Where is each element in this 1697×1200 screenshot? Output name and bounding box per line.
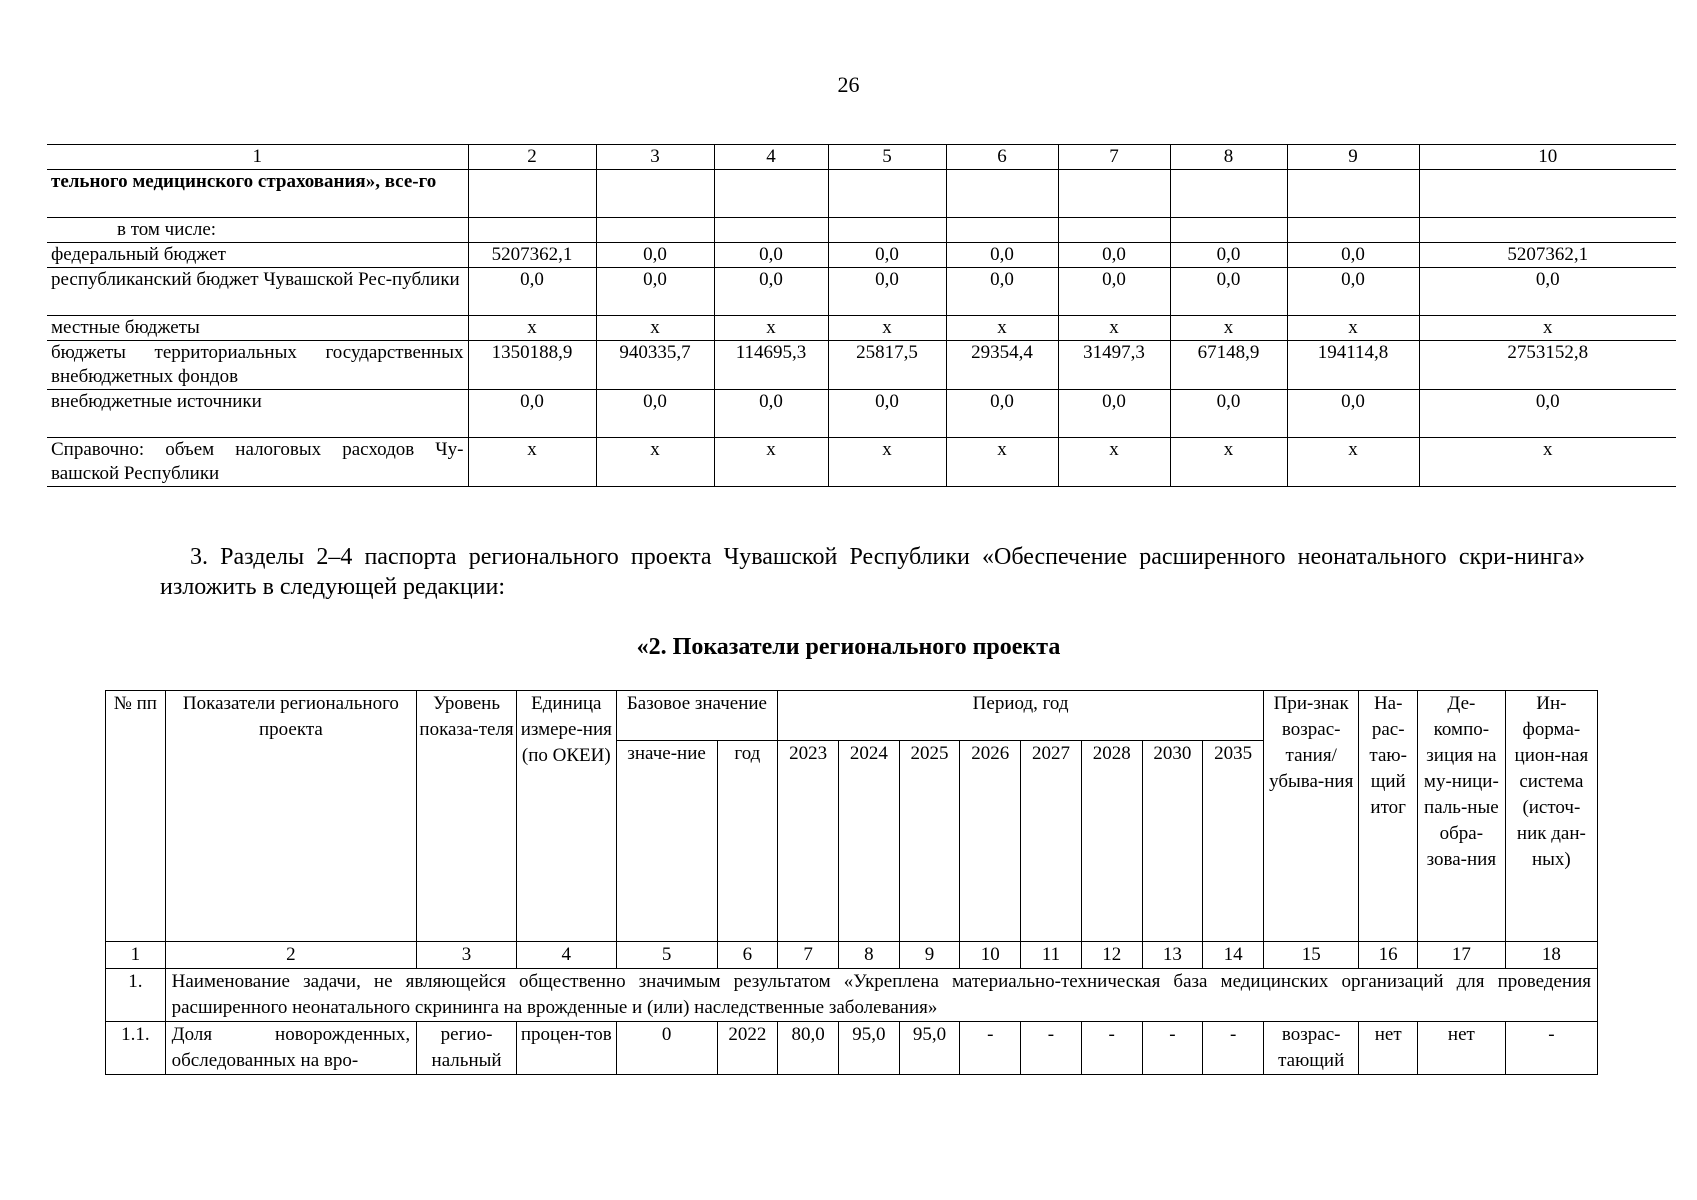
- row-value: 31497,3: [1058, 341, 1170, 390]
- row-value: [1287, 170, 1419, 218]
- indicator-year-value: -: [1142, 1022, 1203, 1075]
- row-value: х: [946, 438, 1058, 487]
- header-cumulative: На-рас-таю-щий итог: [1359, 691, 1418, 942]
- row-value: 0,0: [828, 390, 946, 438]
- table-row: [47, 316, 1676, 341]
- column-number: 5: [616, 942, 717, 969]
- amendment-paragraph: 3. Разделы 2–4 паспорта регионального проекта Чувашской Республики «Обеспечение расширенного неонатального скри-нинга» изложить в следующей редакции:: [160, 544, 1585, 600]
- header-year: 2027: [1021, 741, 1082, 942]
- column-number: 3: [596, 145, 714, 170]
- row-value: [1419, 170, 1676, 218]
- column-number: 9: [1287, 145, 1419, 170]
- row-value: 5207362,1: [1419, 243, 1676, 268]
- row-value: [714, 218, 828, 243]
- row-value: [1058, 170, 1170, 218]
- table-row: [47, 438, 1676, 487]
- row-value: 114695,3: [714, 341, 828, 390]
- row-value: 0,0: [1058, 243, 1170, 268]
- header-trend: При-знак возрас-тания/ убыва-ния: [1264, 691, 1359, 942]
- row-value: 0,0: [1287, 268, 1419, 316]
- column-number: 9: [899, 942, 960, 969]
- row-label: Справочно: объем налоговых расходов Чу-вашской Республики: [47, 438, 468, 487]
- row-value: [714, 170, 828, 218]
- row-value: [946, 170, 1058, 218]
- indicator-year-value: -: [1203, 1022, 1264, 1075]
- indicator-year-value: 95,0: [838, 1022, 899, 1075]
- row-value: [1058, 218, 1170, 243]
- column-number: 8: [838, 942, 899, 969]
- row-value: 67148,9: [1170, 341, 1287, 390]
- row-value: х: [714, 438, 828, 487]
- row-value: х: [1419, 316, 1676, 341]
- column-number: 10: [1419, 145, 1676, 170]
- row-value: х: [1419, 438, 1676, 487]
- row-value: 0,0: [1419, 390, 1676, 438]
- indicators-table: [105, 690, 1598, 1075]
- indicator-year-value: -: [960, 1022, 1021, 1075]
- row-value: [1170, 170, 1287, 218]
- task-number: 1.: [106, 969, 166, 1022]
- indicator-info-system: -: [1505, 1022, 1597, 1075]
- indicator-year-value: 95,0: [899, 1022, 960, 1075]
- row-value: 194114,8: [1287, 341, 1419, 390]
- row-value: 0,0: [946, 390, 1058, 438]
- column-number: 13: [1142, 942, 1203, 969]
- row-value: [468, 218, 596, 243]
- row-value: 0,0: [714, 390, 828, 438]
- row-value: [1287, 218, 1419, 243]
- row-value: 0,0: [1058, 268, 1170, 316]
- row-value: х: [1058, 438, 1170, 487]
- row-value: х: [714, 316, 828, 341]
- task-name: Наименование задачи, не являющейся общественно значимым результатом «Укреплена материально-техническая база медицинских организаций для проведения расширенного неонатального скрининга на врожденные и (или) наследственные заболевания»: [165, 969, 1597, 1022]
- header-period: Период, год: [778, 691, 1264, 741]
- header-base-year: год: [717, 741, 778, 942]
- table-row: [47, 170, 1676, 218]
- header-level: Уровень показа-теля: [417, 691, 517, 942]
- column-number: 12: [1081, 942, 1142, 969]
- funding-table: [47, 144, 1676, 487]
- indicator-trend: возрас-тающий: [1264, 1022, 1359, 1075]
- column-number: 17: [1417, 942, 1505, 969]
- column-number: 4: [516, 942, 616, 969]
- indicator-year-value: 80,0: [778, 1022, 839, 1075]
- row-label: внебюджетные источники: [47, 390, 468, 438]
- row-label: бюджеты территориальных государственных внебюджетных фондов: [47, 341, 468, 390]
- row-value: 5207362,1: [468, 243, 596, 268]
- indicator-base-value: 0: [616, 1022, 717, 1075]
- row-value: 0,0: [828, 268, 946, 316]
- column-number: 1: [47, 145, 468, 170]
- row-value: [596, 170, 714, 218]
- indicator-unit: процен-тов: [516, 1022, 616, 1075]
- section-title: «2. Показатели регионального проекта: [636, 634, 1061, 660]
- header-no: № пп: [106, 691, 166, 942]
- indicator-number: 1.1.: [106, 1022, 166, 1075]
- column-number: 7: [778, 942, 839, 969]
- row-value: х: [1170, 316, 1287, 341]
- row-value: 1350188,9: [468, 341, 596, 390]
- row-value: 0,0: [828, 243, 946, 268]
- row-value: [596, 218, 714, 243]
- row-value: 0,0: [1287, 390, 1419, 438]
- row-value: [1170, 218, 1287, 243]
- row-value: 25817,5: [828, 341, 946, 390]
- row-value: х: [828, 438, 946, 487]
- row-value: х: [596, 316, 714, 341]
- column-number: 1: [106, 942, 166, 969]
- column-number: 6: [946, 145, 1058, 170]
- row-label: федеральный бюджет: [47, 243, 468, 268]
- column-number: 14: [1203, 942, 1264, 969]
- page-number: 26: [837, 72, 860, 97]
- row-label: тельного медицинского страхования», все-го: [47, 170, 468, 218]
- row-value: 2753152,8: [1419, 341, 1676, 390]
- row-value: [468, 170, 596, 218]
- column-number: 5: [828, 145, 946, 170]
- row-value: [828, 170, 946, 218]
- table-row: [47, 341, 1676, 390]
- header-year: 2024: [838, 741, 899, 942]
- row-value: 0,0: [1170, 268, 1287, 316]
- column-number: 16: [1359, 942, 1418, 969]
- column-number: 2: [468, 145, 596, 170]
- header-year: 2026: [960, 741, 1021, 942]
- indicator-name: Доля новорожденных, обследованных на вро-: [165, 1022, 417, 1075]
- row-value: 0,0: [1287, 243, 1419, 268]
- row-label: республиканский бюджет Чувашской Рес-публики: [47, 268, 468, 316]
- indicator-decomposition: нет: [1417, 1022, 1505, 1075]
- column-number: 4: [714, 145, 828, 170]
- column-number: 10: [960, 942, 1021, 969]
- row-value: х: [596, 438, 714, 487]
- row-value: х: [1058, 316, 1170, 341]
- row-value: х: [468, 316, 596, 341]
- column-number: 7: [1058, 145, 1170, 170]
- header-indicator: Показатели регионального проекта: [165, 691, 417, 942]
- header-year: 2023: [778, 741, 839, 942]
- row-value: х: [828, 316, 946, 341]
- row-value: 0,0: [1419, 268, 1676, 316]
- row-value: [946, 218, 1058, 243]
- indicator-year-value: -: [1021, 1022, 1082, 1075]
- table-row: [47, 218, 1676, 243]
- indicator-year-value: -: [1081, 1022, 1142, 1075]
- row-value: 0,0: [596, 268, 714, 316]
- row-label: местные бюджеты: [47, 316, 468, 341]
- row-value: х: [1287, 438, 1419, 487]
- row-value: х: [1170, 438, 1287, 487]
- row-value: 0,0: [1170, 243, 1287, 268]
- row-value: 940335,7: [596, 341, 714, 390]
- header-info-system: Ин-форма-цион-ная система (источ-ник дан-ных): [1505, 691, 1597, 942]
- column-number: 11: [1021, 942, 1082, 969]
- column-number: 15: [1264, 942, 1359, 969]
- row-value: 0,0: [468, 390, 596, 438]
- row-value: 0,0: [714, 243, 828, 268]
- row-value: 0,0: [468, 268, 596, 316]
- row-value: х: [1287, 316, 1419, 341]
- header-year: 2028: [1081, 741, 1142, 942]
- header-unit: Единица измере-ния (по ОКЕИ): [516, 691, 616, 942]
- row-value: х: [468, 438, 596, 487]
- indicator-cumulative: нет: [1359, 1022, 1418, 1075]
- row-value: [1419, 218, 1676, 243]
- header-year: 2030: [1142, 741, 1203, 942]
- row-value: 0,0: [596, 243, 714, 268]
- row-value: 29354,4: [946, 341, 1058, 390]
- indicator-base-year: 2022: [717, 1022, 778, 1075]
- column-number: 2: [165, 942, 417, 969]
- row-value: 0,0: [1058, 390, 1170, 438]
- header-year: 2035: [1203, 741, 1264, 942]
- header-base: Базовое значение: [616, 691, 778, 741]
- table-row: [47, 243, 1676, 268]
- table-row: [47, 390, 1676, 438]
- row-label: в том числе:: [47, 218, 468, 243]
- column-number: 6: [717, 942, 778, 969]
- header-year: 2025: [899, 741, 960, 942]
- column-number: 8: [1170, 145, 1287, 170]
- column-number: 3: [417, 942, 517, 969]
- row-value: 0,0: [714, 268, 828, 316]
- row-value: 0,0: [946, 268, 1058, 316]
- header-base-value: значе-ние: [616, 741, 717, 942]
- row-value: 0,0: [946, 243, 1058, 268]
- table-row: [47, 268, 1676, 316]
- row-value: [828, 218, 946, 243]
- column-number: 18: [1505, 942, 1597, 969]
- row-value: 0,0: [1170, 390, 1287, 438]
- indicator-level: регио-нальный: [417, 1022, 517, 1075]
- row-value: х: [946, 316, 1058, 341]
- row-value: 0,0: [596, 390, 714, 438]
- header-decomposition: Де-компо-зиция на му-ници-паль-ные обра-зова-ния: [1417, 691, 1505, 942]
